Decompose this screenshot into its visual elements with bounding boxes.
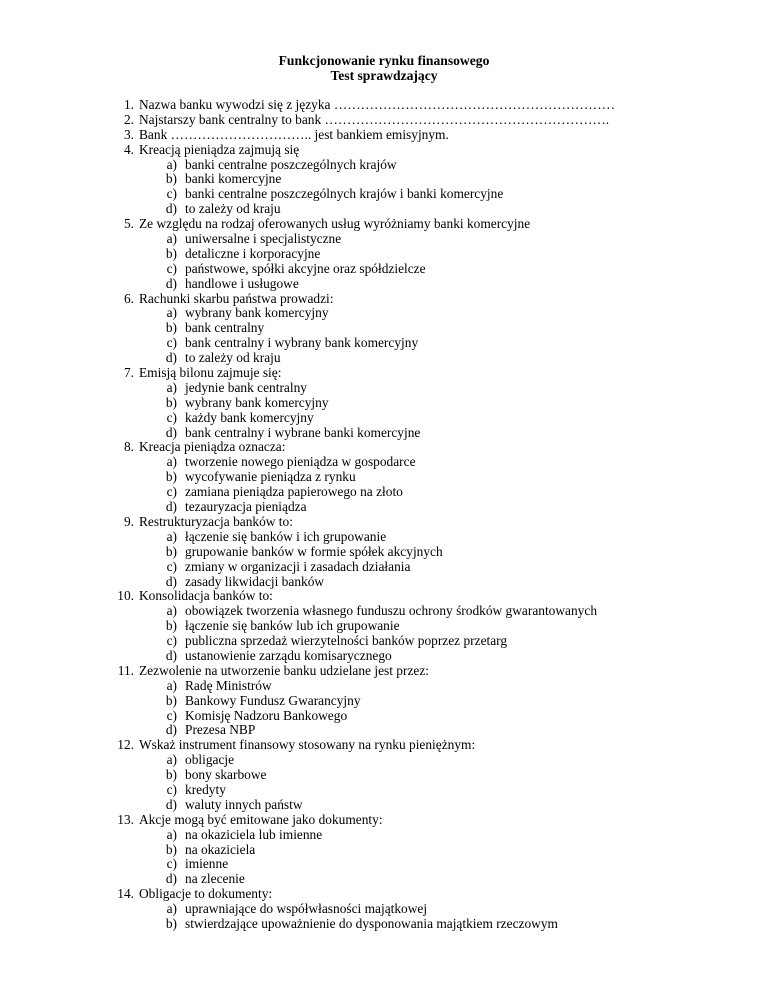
document-subtitle: Test sprawdzający <box>330 68 438 83</box>
question-number: 9. <box>123 513 134 529</box>
answer-option <box>0 351 768 366</box>
option-letter: a) <box>166 528 177 544</box>
option-letter: c) <box>166 335 177 351</box>
answer-option <box>0 426 768 441</box>
question-number: 12. <box>117 737 134 753</box>
question-text: Akcje mogą być emitowane jako dokumenty: <box>139 811 383 827</box>
option-text: banki komercyjne <box>185 171 282 187</box>
option-letter: b) <box>165 618 177 634</box>
option-text: to zależy od kraju <box>185 350 281 366</box>
answer-option <box>0 649 768 664</box>
answer-option <box>0 843 768 858</box>
question-line <box>0 440 768 455</box>
question-item <box>0 366 768 440</box>
option-letter: b) <box>165 841 177 857</box>
option-letter: a) <box>166 156 177 172</box>
answer-option <box>0 753 768 768</box>
option-letter: a) <box>166 305 177 321</box>
answer-option <box>0 485 768 500</box>
option-letter: b) <box>165 543 177 559</box>
option-letter: d) <box>165 201 177 217</box>
question-number: 3. <box>123 126 134 142</box>
question-number: 14. <box>117 886 134 902</box>
option-text: tezauryzacja pieniądza <box>185 499 307 515</box>
option-letter: d) <box>165 573 177 589</box>
option-text: banki centralne poszczególnych krajów i banki komercyjne <box>185 186 504 202</box>
answer-option <box>0 202 768 217</box>
option-letter: c) <box>166 781 177 797</box>
question-text: Wskaż instrument finansowy stosowany na rynku pieniężnym: <box>139 737 476 753</box>
question-text: Ze względu na rodzaj oferowanych usług wyróżniamy banki komercyjne <box>139 216 531 232</box>
option-letter: d) <box>165 275 177 291</box>
option-text: imienne <box>185 856 229 872</box>
option-text: tworzenie nowego pieniądza w gospodarce <box>185 454 416 470</box>
question-number: 4. <box>123 141 134 157</box>
option-text: Radę Ministrów <box>185 677 272 693</box>
answer-option <box>0 768 768 783</box>
question-item <box>0 813 768 887</box>
option-text: obligacje <box>185 752 235 768</box>
question-number: 6. <box>123 290 134 306</box>
option-letter: a) <box>166 454 177 470</box>
option-text: wycofywanie pieniądza z rynku <box>185 469 356 485</box>
option-letter: a) <box>166 826 177 842</box>
option-letter: b) <box>165 692 177 708</box>
answer-option <box>0 783 768 798</box>
option-text: uniwersalne i specjalistyczne <box>185 231 342 247</box>
option-letter: a) <box>166 379 177 395</box>
option-text: to zależy od kraju <box>185 201 281 217</box>
answer-option <box>0 470 768 485</box>
question-item <box>0 217 768 291</box>
question-line <box>0 887 768 902</box>
option-letter: c) <box>166 186 177 202</box>
question-number: 5. <box>123 216 134 232</box>
answer-option <box>0 262 768 277</box>
question-item <box>0 128 768 143</box>
question-number: 8. <box>123 439 134 455</box>
question-line <box>0 292 768 307</box>
option-text: detaliczne i korporacyjne <box>185 245 321 261</box>
option-text: bony skarbowe <box>185 767 267 783</box>
option-letter: c) <box>166 484 177 500</box>
answer-option <box>0 232 768 247</box>
answer-option <box>0 709 768 724</box>
question-text: Zezwolenie na utworzenie banku udzielane jest przez: <box>139 662 429 678</box>
option-letter: d) <box>165 871 177 887</box>
question-text: Rachunki skarbu państwa prowadzi: <box>139 290 334 306</box>
answer-option <box>0 694 768 709</box>
option-text: Bankowy Fundusz Gwarancyjny <box>185 692 361 708</box>
answer-option <box>0 381 768 396</box>
option-letter: b) <box>165 915 177 931</box>
option-letter: b) <box>165 245 177 261</box>
question-text: Restrukturyzacja banków to: <box>139 513 293 529</box>
question-text: Nazwa banku wywodzi się z języka ……………………………………………………… <box>139 97 616 112</box>
question-text: Najstarszy bank centralny to bank ………………………………………………………. <box>139 111 610 127</box>
option-letter: b) <box>165 469 177 485</box>
question-list <box>0 98 768 932</box>
option-text: kredyty <box>185 781 226 797</box>
option-text: na okaziciela <box>185 841 256 857</box>
option-letter: c) <box>166 856 177 872</box>
option-letter: d) <box>165 647 177 663</box>
option-text: każdy bank komercyjny <box>185 409 314 425</box>
option-text: łączenie się banków i ich grupowanie <box>185 528 387 544</box>
answer-option <box>0 277 768 292</box>
question-line <box>0 589 768 604</box>
option-letter: c) <box>166 633 177 649</box>
question-text: Bank ………………………….. jest bankiem emisyjnym. <box>139 126 449 142</box>
option-text: bank centralny i wybrane banki komercyjne <box>185 424 421 440</box>
answer-option <box>0 306 768 321</box>
option-text: Komisję Nadzoru Bankowego <box>185 707 348 723</box>
option-letter: c) <box>166 707 177 723</box>
option-letter: b) <box>165 394 177 410</box>
option-letter: c) <box>166 409 177 425</box>
question-item <box>0 292 768 366</box>
option-letter: d) <box>165 796 177 812</box>
question-line <box>0 143 768 158</box>
question-line <box>0 98 768 113</box>
option-text: banki centralne poszczególnych krajów <box>185 156 397 172</box>
option-text: wybrany bank komercyjny <box>185 394 329 410</box>
option-letter: c) <box>166 558 177 574</box>
question-line <box>0 664 768 679</box>
answer-option <box>0 336 768 351</box>
question-item <box>0 440 768 514</box>
question-line <box>0 366 768 381</box>
answer-option <box>0 604 768 619</box>
option-letter: d) <box>165 350 177 366</box>
answer-option <box>0 575 768 590</box>
answer-option <box>0 247 768 262</box>
option-text: bank centralny i wybrany bank komercyjny <box>185 335 419 351</box>
option-letter: d) <box>165 499 177 515</box>
question-item <box>0 738 768 812</box>
answer-option <box>0 917 768 932</box>
option-letter: c) <box>166 260 177 276</box>
option-text: grupowanie banków w formie spółek akcyjnych <box>185 543 443 559</box>
answer-option <box>0 172 768 187</box>
question-line <box>0 113 768 128</box>
option-text: uprawniające do współwłasności majątkowej <box>185 901 428 917</box>
answer-option <box>0 857 768 872</box>
question-line <box>0 738 768 753</box>
answer-option <box>0 530 768 545</box>
option-letter: b) <box>165 767 177 783</box>
option-text: publiczna sprzedaż wierzytelności banków poprzez przetarg <box>185 633 508 649</box>
question-text: Kreacją pieniądza zajmują się <box>139 141 300 157</box>
question-item <box>0 664 768 738</box>
option-letter: b) <box>165 171 177 187</box>
option-text: łączenie się banków lub ich grupowanie <box>185 618 400 634</box>
answer-option <box>0 560 768 575</box>
option-text: jedynie bank centralny <box>185 379 307 395</box>
option-letter: a) <box>166 677 177 693</box>
answer-option <box>0 828 768 843</box>
question-item <box>0 589 768 663</box>
question-line <box>0 128 768 143</box>
option-text: Prezesa NBP <box>185 722 256 738</box>
answer-option <box>0 723 768 738</box>
option-text: państwowe, spółki akcyjne oraz spółdzielcze <box>185 260 426 276</box>
option-text: obowiązek tworzenia własnego funduszu ochrony środków gwarantowanych <box>185 603 598 619</box>
answer-option <box>0 321 768 336</box>
answer-option <box>0 455 768 470</box>
answer-option <box>0 902 768 917</box>
option-text: zasady likwidacji banków <box>185 573 325 589</box>
question-line <box>0 217 768 232</box>
option-text: bank centralny <box>185 320 265 336</box>
question-text: Kreacja pieniądza oznacza: <box>139 439 286 455</box>
option-text: na okaziciela lub imienne <box>185 826 323 842</box>
question-number: 11. <box>117 662 134 678</box>
option-letter: b) <box>165 320 177 336</box>
question-line <box>0 813 768 828</box>
option-letter: a) <box>166 231 177 247</box>
answer-option <box>0 500 768 515</box>
question-number: 13. <box>117 811 134 827</box>
question-item <box>0 98 768 113</box>
document-title: Funkcjonowanie rynku finansowego <box>278 53 490 68</box>
question-text: Obligacje to dokumenty: <box>139 886 273 902</box>
option-text: na zlecenie <box>185 871 245 887</box>
answer-option <box>0 158 768 173</box>
question-number: 2. <box>123 111 134 127</box>
answer-option <box>0 545 768 560</box>
option-text: ustanowienie zarządu komisarycznego <box>185 647 392 663</box>
answer-option <box>0 187 768 202</box>
option-letter: a) <box>166 752 177 768</box>
option-letter: a) <box>166 603 177 619</box>
question-number: 7. <box>123 365 134 381</box>
question-number: 10. <box>117 588 134 604</box>
answer-option <box>0 679 768 694</box>
option-text: waluty innych państw <box>185 796 303 812</box>
question-number: 1. <box>123 97 134 112</box>
option-letter: d) <box>165 722 177 738</box>
question-item <box>0 515 768 589</box>
answer-option <box>0 634 768 649</box>
answer-option <box>0 619 768 634</box>
question-item <box>0 887 768 932</box>
question-line <box>0 515 768 530</box>
option-text: wybrany bank komercyjny <box>185 305 329 321</box>
option-text: zmiany w organizacji i zasadach działania <box>185 558 411 574</box>
answer-option <box>0 872 768 887</box>
option-letter: a) <box>166 901 177 917</box>
option-text: handlowe i usługowe <box>185 275 299 291</box>
option-text: stwierdzające upoważnienie do dysponowania majątkiem rzeczowym <box>185 915 558 931</box>
question-text: Emisją bilonu zajmuje się: <box>139 365 282 381</box>
answer-option <box>0 411 768 426</box>
option-text: zamiana pieniądza papierowego na złoto <box>185 484 403 500</box>
answer-option <box>0 396 768 411</box>
question-item <box>0 113 768 128</box>
answer-option <box>0 798 768 813</box>
question-text: Konsolidacja banków to: <box>139 588 273 604</box>
question-item <box>0 143 768 217</box>
option-letter: d) <box>165 424 177 440</box>
